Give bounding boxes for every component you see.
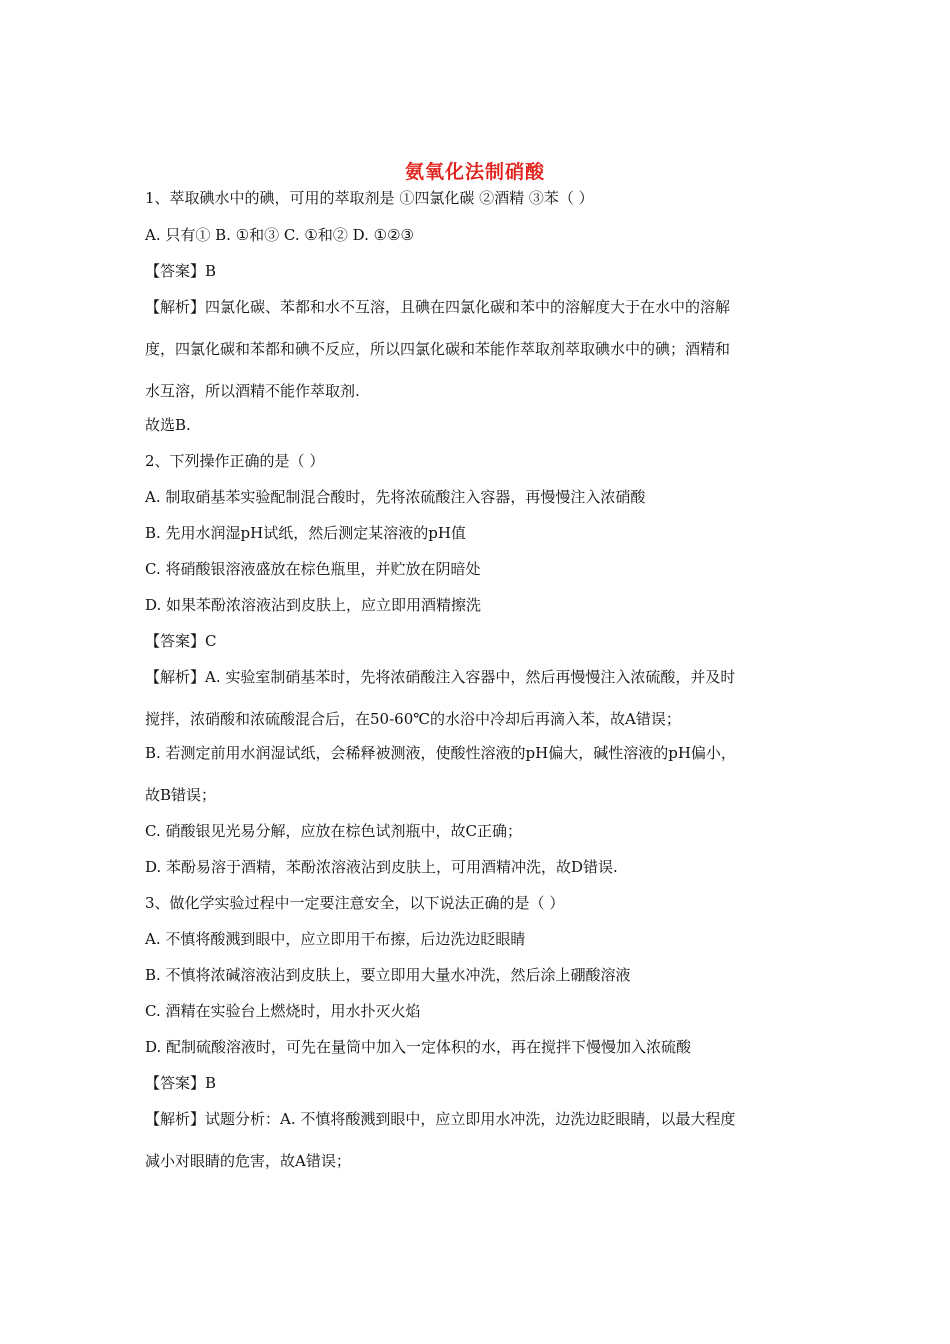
question-2-analysis: C. 硝酸银见光易分解，应放在棕色试剂瓶中，故C正确； bbox=[145, 822, 522, 840]
question-3-option-b: B. 不慎将浓碱溶液沾到皮肤上，要立即用大量水冲洗，然后涂上硼酸溶液 bbox=[145, 966, 631, 984]
question-2-option-b: B. 先用水润湿pH试纸，然后测定某溶液的pH值 bbox=[145, 524, 466, 542]
question-1-answer: 【答案】B bbox=[145, 262, 217, 280]
question-1-analysis: 【解析】四氯化碳、苯都和水不互溶，且碘在四氯化碳和苯中的溶解度大于在水中的溶解 bbox=[145, 298, 731, 316]
question-3-stem: 3、做化学实验过程中一定要注意安全，以下说法正确的是（ ） bbox=[145, 894, 565, 912]
question-2-analysis: 搅拌，浓硝酸和浓硫酸混合后，在50-60℃的水浴中冷却后再滴入苯，故A错误； bbox=[145, 710, 681, 728]
question-3-option-a: A. 不慎将酸溅到眼中，应立即用干布擦，后边洗边眨眼睛 bbox=[145, 930, 526, 948]
question-1-conclusion: 故选B. bbox=[145, 416, 191, 434]
question-2-answer: 【答案】C bbox=[145, 632, 217, 650]
question-2-analysis: 故B错误； bbox=[145, 786, 217, 804]
question-2-analysis: 【解析】A. 实验室制硝基苯时，先将浓硝酸注入容器中，然后再慢慢注入浓硫酸，并及时 bbox=[145, 668, 736, 686]
question-1-stem: 1、萃取碘水中的碘，可用的萃取剂是 ①四氯化碳 ②酒精 ③苯（ ） bbox=[145, 189, 594, 207]
question-3-answer: 【答案】B bbox=[145, 1074, 217, 1092]
question-3-analysis: 【解析】试题分析：A. 不慎将酸溅到眼中，应立即用水冲洗，边洗边眨眼睛，以最大程度 bbox=[145, 1110, 736, 1128]
question-3-analysis: 减小对眼睛的危害，故A错误； bbox=[145, 1152, 351, 1170]
question-2-analysis: D. 苯酚易溶于酒精，苯酚浓溶液沾到皮肤上，可用酒精冲洗，故D错误. bbox=[145, 858, 618, 876]
question-2-option-d: D. 如果苯酚浓溶液沾到皮肤上，应立即用酒精擦洗 bbox=[145, 596, 482, 614]
question-2-stem: 2、下列操作正确的是（ ） bbox=[145, 452, 325, 470]
question-1-analysis: 水互溶，所以酒精不能作萃取剂. bbox=[145, 382, 360, 400]
question-2-analysis: B. 若测定前用水润湿试纸，会稀释被测液，使酸性溶液的pH偏大，碱性溶液的pH偏小， bbox=[145, 744, 736, 762]
question-3-option-c: C. 酒精在实验台上燃烧时，用水扑灭火焰 bbox=[145, 1002, 421, 1020]
page-title: 氨氧化法制硝酸 bbox=[404, 161, 545, 183]
question-1-analysis: 度，四氯化碳和苯都和碘不反应，所以四氯化碳和苯能作萃取剂萃取碘水中的碘；酒精和 bbox=[145, 340, 731, 358]
question-3-option-d: D. 配制硫酸溶液时，可先在量筒中加入一定体积的水，再在搅拌下慢慢加入浓硫酸 bbox=[145, 1038, 692, 1056]
question-2-option-c: C. 将硝酸银溶液盛放在棕色瓶里，并贮放在阴暗处 bbox=[145, 560, 481, 578]
question-1-options: A. 只有① B. ①和③ C. ①和② D. ①②③ bbox=[145, 226, 414, 244]
question-2-option-a: A. 制取硝基苯实验配制混合酸时，先将浓硫酸注入容器，再慢慢注入浓硝酸 bbox=[145, 488, 646, 506]
